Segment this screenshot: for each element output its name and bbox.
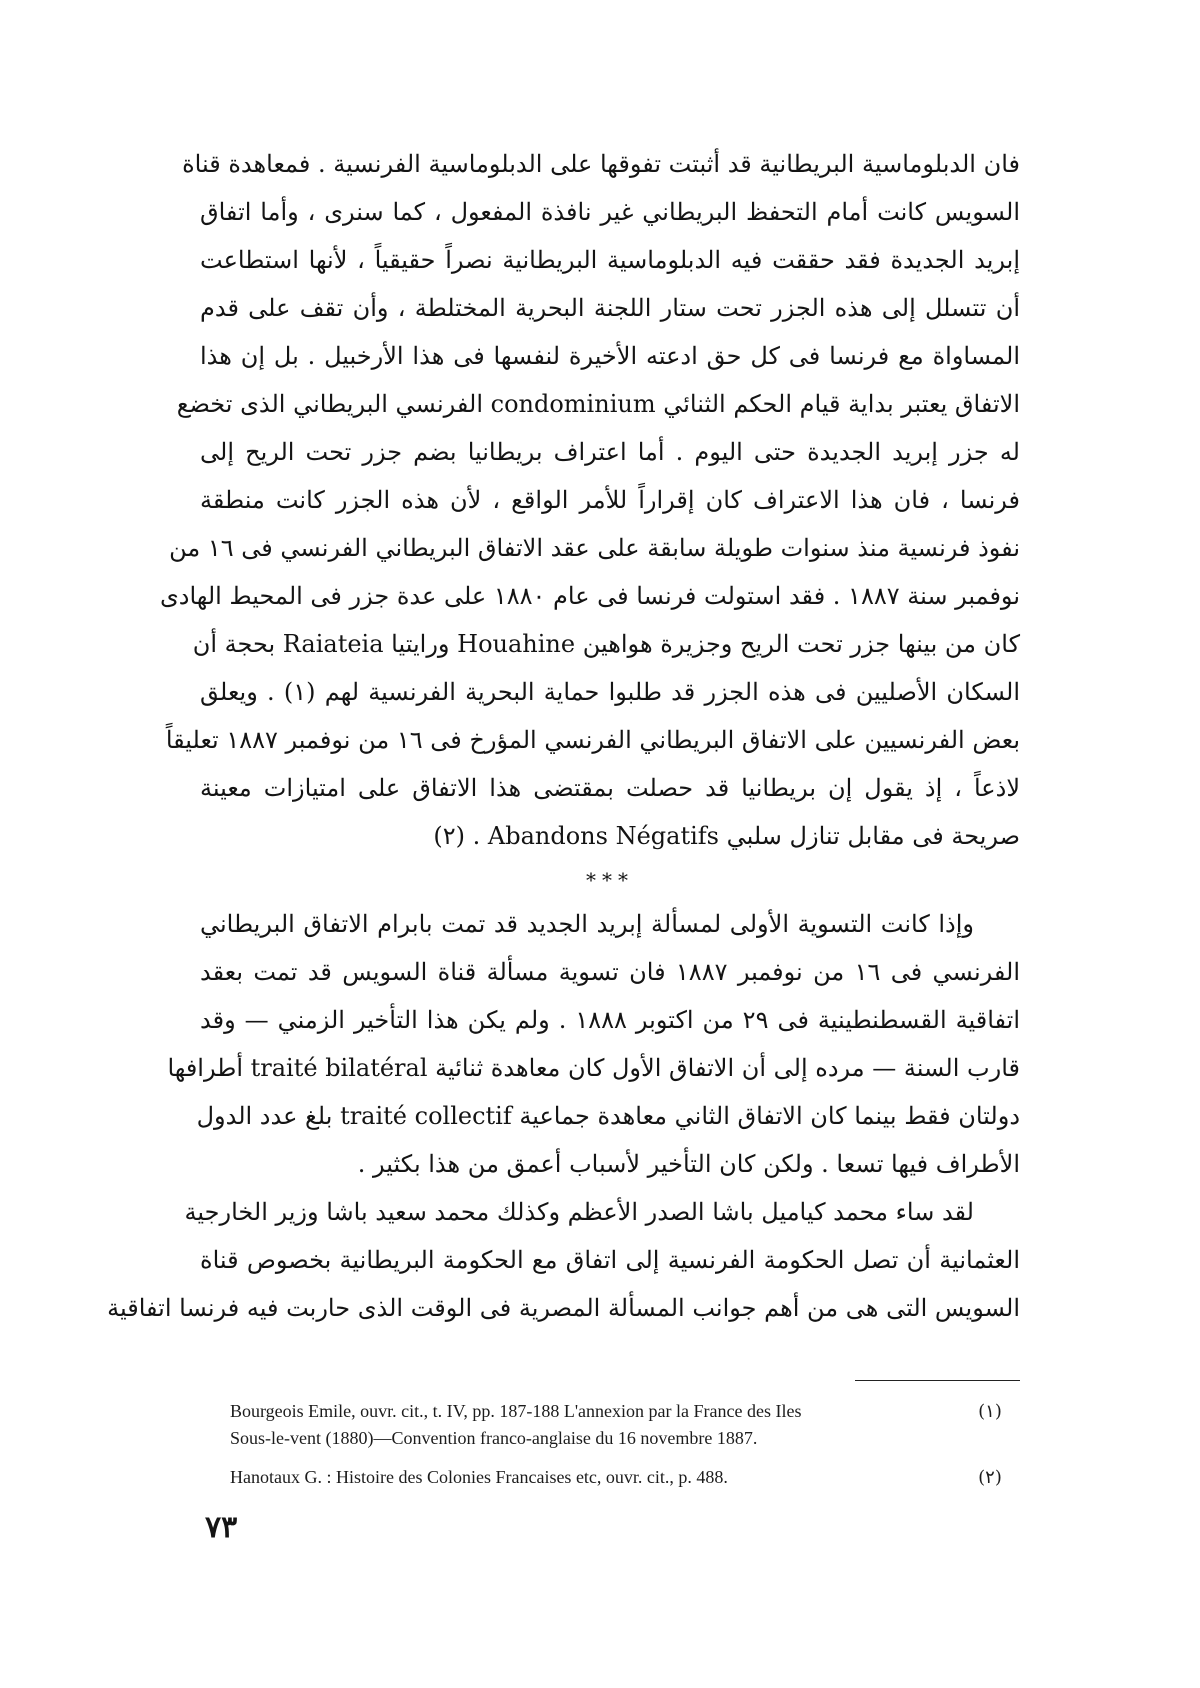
footnote-text [230,1464,950,1491]
text-line: الفرنسي فى ١٦ من نوفمبر ١٨٨٧ فان تسوية مسألة قناة السويس قد تمت بعقد [200,958,1021,986]
text-line: بعض الفرنسيين على الاتفاق البريطاني الفرنسي المؤرخ فى ١٦ من نوفمبر ١٨٨٧ تعليقاً [165,726,1020,754]
text-line: كان من بينها جزر تحت الريح وجزيرة هواهين Houahine ورايتيا Raiateia بحجة أن [192,630,1020,658]
text-line: نوفمبر سنة ١٨٨٧ . فقد استولت فرنسا فى عام ١٨٨٠ على عدة جزر فى المحيط الهادى [159,582,1020,610]
text-line: فرنسا ، فان هذا الاعتراف كان إقراراً للأمر الواقع ، لأن هذه الجزر كانت منطقة [200,486,1020,514]
footnote-2 [230,1464,1020,1491]
footnote-1 [230,1398,1020,1452]
footnote-line: Sous-le-vent (1880)—Convention franco-anglaise du 16 novembre 1887. [230,1428,758,1448]
main-text [107,140,1021,1332]
text-line: العثمانية أن تصل الحكومة الفرنسية إلى اتفاق مع الحكومة البريطانية بخصوص قناة [200,1246,1020,1274]
text-line: لقد ساء محمد كياميل باشا الصدر الأعظم وكذلك محمد سعيد باشا وزير الخارجية [184,1198,974,1226]
footnote-number: (١) [978,1401,1002,1422]
footnote-number: (٢) [978,1467,1002,1488]
text-line: الأطراف فيها تسعا . ولكن كان التأخير لأسباب أعمق من هذا بكثير . [357,1150,1020,1178]
text-line: السويس كانت أمام التحفظ البريطاني غير نافذة المفعول ، كما سنرى ، وأما اتفاق [200,198,1020,226]
footnotes [230,1398,1020,1491]
text-line: وإذا كانت التسوية الأولى لمسألة إبريد الجديد قد تمت بابرام الاتفاق البريطاني [200,910,974,938]
footnote-divider [855,1380,1020,1381]
text-line: أن تتسلل إلى هذه الجزر تحت ستار اللجنة البحرية المختلطة ، وأن تقف على قدم [200,294,1020,322]
text-line: لاذعاً ، إذ يقول إن بريطانيا قد حصلت بمقتضى هذا الاتفاق على امتيازات معينة [200,774,1021,802]
text-line: نفوذ فرنسية منذ سنوات طويلة سابقة على عقد الاتفاق البريطاني الفرنسي فى ١٦ من [169,534,1020,562]
text-line: إبريد الجديدة فقد حققت فيه الدبلوماسية البريطانية نصراً حقيقياً ، لأنها استطاعت [200,246,1020,274]
footnote-line: Bourgeois Emile, ouvr. cit., t. IV, pp. 187-188 L'annexion par la France des Iles [230,1401,802,1421]
text-line: فان الدبلوماسية البريطانية قد أثبتت تفوقها على الدبلوماسية الفرنسية . فمعاهدة قناة [182,150,1020,178]
footnote-text [230,1398,950,1452]
text-line: السويس التى هى من أهم جوانب المسألة المصرية فى الوقت الذى حاربت فيه فرنسا اتفاقية [107,1294,1020,1322]
text-line: السكان الأصليين فى هذه الجزر قد طلبوا حماية البحرية الفرنسية لهم (١) . ويعلق [200,678,1020,706]
text-line: له جزر إبريد الجديدة حتى اليوم . أما اعتراف بريطانيا بضم جزر تحت الريح إلى [200,438,1020,466]
text-line: دولتان فقط بينما كان الاتفاق الثاني معاهدة جماعية traité collectif بلغ عدد الدول [196,1102,1020,1130]
text-line: الاتفاق يعتبر بداية قيام الحكم الثنائي condominium الفرنسي البريطاني الذى تخضع [176,390,1020,418]
text-line: اتفاقية القسطنطينية فى ٢٩ من اكتوبر ١٨٨٨ . ولم يكن هذا التأخير الزمني — وقد [200,1006,1021,1034]
paragraph-1 [159,140,1021,860]
paragraph-2 [167,900,1021,1188]
text-line: المساواة مع فرنسا فى كل حق ادعته الأخيرة لنفسها فى هذا الأرخبيل . بل إن هذا [200,342,1020,370]
footnote-line: Hanotaux G. : Histoire des Colonies Francaises etc, ouvr. cit., p. 488. [230,1467,728,1487]
text-line: صريحة فى مقابل تنازل سلبي Abandons Négatifs . (٢) [433,822,1020,850]
text-line: قارب السنة — مرده إلى أن الاتفاق الأول كان معاهدة ثنائية traité bilatéral أطرافها [167,1054,1020,1082]
page-number: ٧٣ [205,1510,238,1545]
section-separator: *** [586,868,634,892]
paragraph-3 [107,1188,1020,1332]
